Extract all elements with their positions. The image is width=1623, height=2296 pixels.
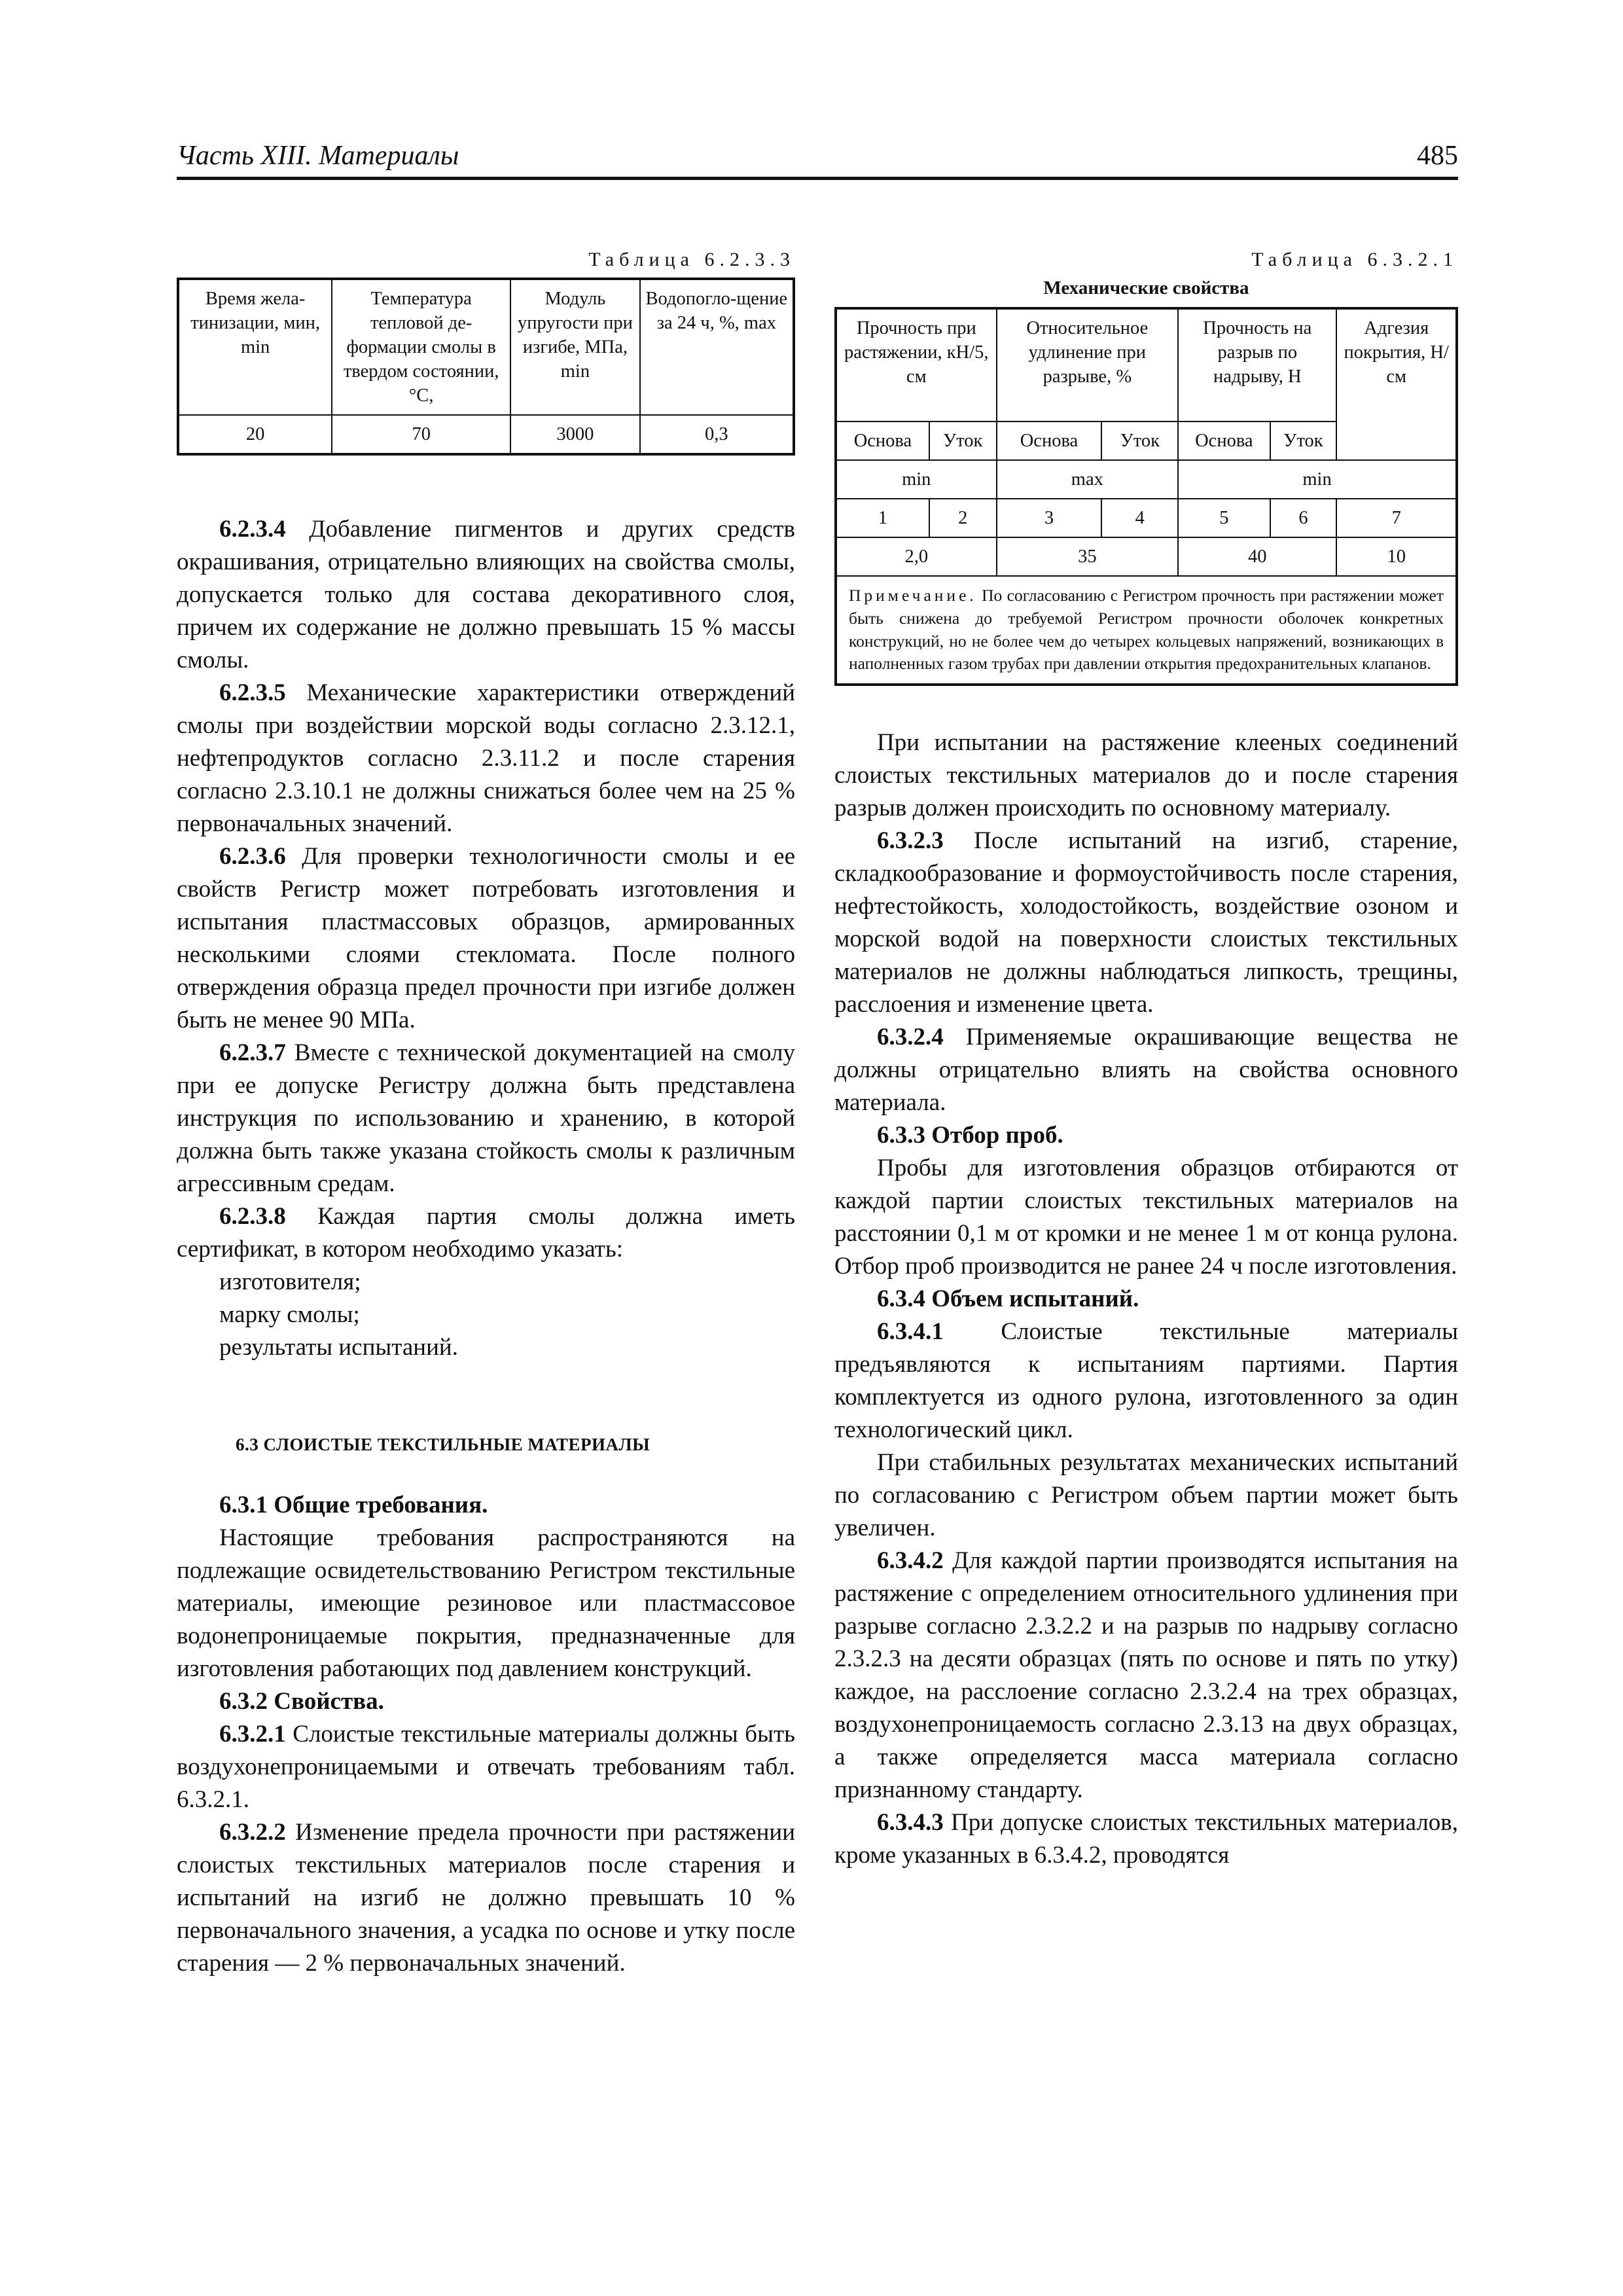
table-subheader-cell: Основа xyxy=(997,422,1102,460)
page-number: 485 xyxy=(1417,141,1458,171)
paragraph-text: Каждая партия смолы должна иметь сертификат, в котором необходимо указать: xyxy=(177,1203,795,1263)
subsection-heading: 6.3.3 Отбор проб. xyxy=(877,1121,1063,1149)
table-6-3-2-1 xyxy=(834,307,1458,686)
table-header-cell: Модуль упругости при изгибе, МПа, min xyxy=(510,279,640,415)
table-subheader-cell: Основа xyxy=(1178,422,1270,460)
clause-number: 6.3.2.4 xyxy=(877,1023,944,1050)
note-label: Примечание. xyxy=(849,586,977,605)
table-cell: min xyxy=(836,460,997,499)
list-item: изготовителя; xyxy=(219,1268,361,1296)
table-cell: 3000 xyxy=(510,415,640,454)
table-cell: 70 xyxy=(332,415,510,454)
paragraph: Настоящие требования распространяются на подлежащие освидетельствованию Регистром текстильные материалы, имеющие резиновое или пластмассовое водонепроницаемые покрытия, предназначенные для изготовления работающих под давлением конструкций. xyxy=(177,1524,795,1683)
paragraph xyxy=(834,825,1458,1021)
table-header-row xyxy=(836,308,1457,422)
clause-number: 6.3.2.2 xyxy=(219,1819,286,1846)
table-cell: 40 xyxy=(1178,537,1336,576)
table-cell: min xyxy=(1178,460,1457,499)
table-cell: 5 xyxy=(1178,499,1270,537)
table-row xyxy=(178,415,794,454)
table-subtitle: Механические свойства xyxy=(1043,278,1249,298)
table-cell: 35 xyxy=(997,537,1179,576)
running-title: Часть XIII. Материалы xyxy=(177,141,459,171)
paragraph xyxy=(177,677,795,840)
table-cell: 10 xyxy=(1336,537,1457,576)
clause-number: 6.3.4.2 xyxy=(877,1547,944,1574)
paragraph xyxy=(834,1021,1458,1119)
table-header-cell: Прочность при растяжении, кН/5, см xyxy=(836,308,997,422)
table-header-row xyxy=(178,279,794,415)
clause-number: 6.2.3.7 xyxy=(219,1039,286,1067)
paragraph-text: Слоистые текстильные материалы должны быть воздухонепроницаемыми и отвечать требованиям табл. 6.3.2.1. xyxy=(177,1721,796,1814)
paragraph-text: Для каждой партии производятся испытания на растяжение с определением относительного удлинения при разрыве согласно 2.3.2.2 и на разрыв по надрыву согласно 2.3.2.3 на десяти образцах (пять по основе и пять по утку) каждое, на расслоение согласно 2.3.2.4 на трех образцах, воздухонепроницаемость согласно 2.3.13 на двух образцах, а также определяется масса материала согласно признанному стандарту. xyxy=(834,1547,1458,1803)
paragraph xyxy=(177,1200,795,1266)
table-cell: 4 xyxy=(1101,499,1178,537)
paragraph xyxy=(177,513,795,677)
clause-number: 6.2.3.8 xyxy=(219,1203,286,1230)
table-cell: max xyxy=(997,460,1179,499)
paragraph xyxy=(177,1816,795,1980)
table-header-cell: Температура тепловой де-формации смолы в твердом состоянии, °С, xyxy=(332,279,510,415)
table-header-cell: Прочность на разрыв по надрыву, Н xyxy=(1178,308,1336,422)
table-cell: 6 xyxy=(1270,499,1337,537)
table-cell: 2 xyxy=(929,499,997,537)
table-subheader-cell: Уток xyxy=(1101,422,1178,460)
list-item: результаты испытаний. xyxy=(219,1334,458,1361)
paragraph-text: При допуске слоистых текстильных материалов, кроме указанных в 6.3.4.2, проводятся xyxy=(834,1808,1459,1869)
paragraph xyxy=(177,1037,795,1200)
paragraph-text: Механические характеристики отверждений смолы при воздействии морской воды согласно 2.3.12.1, нефтепродуктов согласно 2.3.11.2 и после старения согласно 2.3.10.1 не должны снижаться более чем на 25 % первоначальных значений. xyxy=(177,679,796,838)
table-subheader-cell: Основа xyxy=(836,422,929,460)
table-cell: 7 xyxy=(1336,499,1457,537)
clause-number: 6.2.3.4 xyxy=(219,516,286,543)
table-header-cell: Время жела-тинизации, мин, min xyxy=(178,279,332,415)
table-note-row xyxy=(836,576,1457,685)
paragraph xyxy=(177,1718,795,1816)
table-subheader-cell: Уток xyxy=(929,422,997,460)
table-cell: 20 xyxy=(178,415,332,454)
table-header-cell: Адгезия покрытия, Н/см xyxy=(1336,308,1457,460)
section-heading: 6.3 СЛОИСТЫЕ ТЕКСТИЛЬНЫЕ МАТЕРИАЛЫ xyxy=(236,1435,651,1455)
paragraph: При стабильных результатах механических испытаний по согласованию с Регистром объем партии может быть увеличен. xyxy=(834,1448,1458,1541)
table-values-row xyxy=(836,537,1457,576)
table-subheader-cell: Уток xyxy=(1270,422,1337,460)
paragraph xyxy=(834,1806,1458,1872)
table-header-cell: Водопогло-щение за 24 ч, %, max xyxy=(640,279,794,415)
paragraph-text: Для проверки технологичности смолы и ее свойств Регистр может потребовать изготовления и испытания пластмассовых образцов, армированных несколькими слоями стекломата. После полного отверждения образца предел прочности при изгибе должен быть не менее 90 МПа. xyxy=(177,843,796,1034)
paragraph xyxy=(834,1316,1458,1446)
subsection-heading: 6.3.1 Общие требования. xyxy=(219,1492,488,1519)
paragraph-text: Вместе с технической документацией на смолу при ее допуске Регистру должна быть представлена инструкция по использованию и хранению, в которой должна быть также указана стойкость смолы к различным агрессивным средам. xyxy=(177,1039,795,1198)
table-cell: 1 xyxy=(836,499,929,537)
paragraph xyxy=(834,1545,1458,1806)
note-text: По согласованию с Регистром прочность при растяжении может быть снижена до требуемой Регистром прочности оболочек конкретных конструкций, но не более чем до четырех кольцевых напряжений, возникающих в наполненных газом трубах при давлении открытия предохранительных клапанов. xyxy=(849,586,1444,673)
paragraph-text: После испытаний на изгиб, старение, складкообразование и формоустойчивость после старения, нефтестойкость, холодостойкость, воздействие озоном и морской водой на поверхности слоистых текстильных материалов не должны наблюдаться липкость, трещины, расслоения и изменение цвета. xyxy=(834,827,1458,1018)
table-cell: 3 xyxy=(997,499,1102,537)
table-6-2-3-3 xyxy=(177,278,795,456)
subsection-heading: 6.3.4 Объем испытаний. xyxy=(877,1285,1139,1312)
paragraph xyxy=(177,840,795,1037)
table-cell: 0,3 xyxy=(640,415,794,454)
subsection-heading: 6.3.2 Свойства. xyxy=(219,1688,384,1715)
clause-number: 6.3.4.1 xyxy=(877,1318,944,1345)
paragraph: При испытании на растяжение клееных соединений слоистых текстильных материалов до и после старения разрыв должен происходить по основному материалу. xyxy=(834,728,1458,821)
paragraph-text: Слоистые текстильные материалы предъявляются к испытаниям партиями. Партия комплектуется из одного рулона, изготовленного за один технологический цикл. xyxy=(834,1318,1458,1443)
table-caption: Таблица 6.2.3.3 xyxy=(588,249,795,270)
paragraph-text: Применяемые окрашивающие вещества не должны отрицательно влиять на свойства основного материала. xyxy=(834,1023,1459,1116)
list-item: марку смолы; xyxy=(219,1301,360,1329)
clause-number: 6.2.3.6 xyxy=(219,843,286,870)
table-cell: 2,0 xyxy=(836,537,997,576)
clause-number: 6.3.2.3 xyxy=(877,827,944,854)
table-note xyxy=(836,576,1457,685)
clause-number: 6.3.4.3 xyxy=(877,1808,944,1836)
clause-number: 6.2.3.5 xyxy=(219,679,286,707)
table-caption: Таблица 6.3.2.1 xyxy=(1251,249,1458,270)
paragraph: Пробы для изготовления образцов отбираются от каждой партии слоистых текстильных материалов на расстоянии 0,1 м от кромки и не менее 1 м от конца рулона. Отбор проб производится не ранее 24 ч после изготовления. xyxy=(834,1154,1458,1280)
page-header xyxy=(177,143,1458,180)
paragraph-text: Добавление пигментов и других средств окрашивания, отрицательно влияющих на свойства смолы, допускается только для состава декоративного слоя, причем их содержание не должно превышать 15 % массы смолы. xyxy=(177,516,795,674)
paragraph-text: Изменение предела прочности при растяжении слоистых текстильных материалов после старения и испытаний на изгиб не должно превышать 10 % первоначального значения, а усадка по основе и утку после старения — 2 % первоначальных значений. xyxy=(177,1819,795,1977)
right-column xyxy=(834,249,1458,1872)
table-numbers-row xyxy=(836,499,1457,537)
table-header-cell: Относительное удлинение при разрыве, % xyxy=(997,308,1179,422)
clause-number: 6.3.2.1 xyxy=(219,1721,286,1748)
table-limits-row xyxy=(836,460,1457,499)
left-column xyxy=(177,249,795,1980)
